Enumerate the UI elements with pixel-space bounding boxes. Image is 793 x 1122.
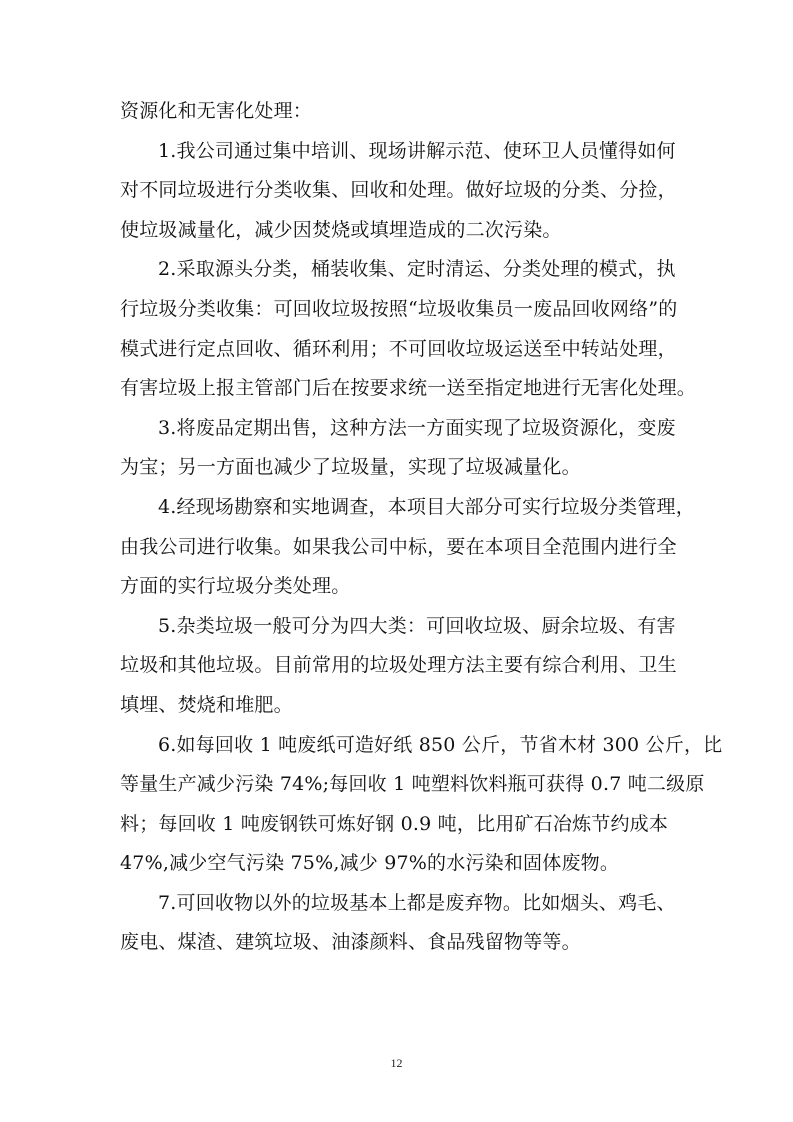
text-line: 料；每回收 1 吨废钢铁可炼好钢 0.9 吨，比用矿石冶炼节约成本: [120, 812, 669, 835]
text-line: 填埋、焚烧和堆肥。: [120, 693, 293, 716]
text-line: 有害垃圾上报主管部门后在按要求统一送至指定地进行无害化处理。: [120, 377, 697, 400]
text-line-item-4: 4.经现场勘察和实地调查，本项目大部分可实行垃圾分类管理，: [158, 495, 695, 518]
page-number: 12: [390, 1056, 403, 1070]
text-line-item-6: 6.如每回收 1 吨废纸可造好纸 850 公斤，节省木材 300 公斤，比: [158, 733, 723, 756]
text-line: 为宝；另一方面也减少了垃圾量，实现了垃圾减量化。: [120, 456, 581, 479]
text-line: 对不同垃圾进行分类收集、回收和处理。做好垃圾的分类、分捡，: [120, 179, 677, 202]
text-line-intro: 资源化和无害化处理：: [120, 100, 313, 122]
text-line-item-3: 3.将废品定期出售，这种方法一方面实现了垃圾资源化，变废: [158, 416, 676, 439]
text-line-item-1: 1.我公司通过集中培训、现场讲解示范、使环卫人员懂得如何: [158, 139, 676, 162]
text-line: 47%,减少空气污染 75%,减少 97%的水污染和固体废物。: [120, 852, 620, 875]
text-line: 垃圾和其他垃圾。目前常用的垃圾处理方法主要有综合利用、卫生: [120, 654, 677, 677]
text-line: 由我公司进行收集。如果我公司中标，要在本项目全范围内进行全: [120, 535, 677, 558]
text-line: 模式进行定点回收、循环利用；不可回收垃圾运送至中转站处理，: [120, 337, 677, 360]
text-line-item-7: 7.可回收物以外的垃圾基本上都是废弃物。比如烟头、鸡毛、: [158, 891, 676, 914]
text-line: 行垃圾分类收集：可回收垃圾按照“垃圾收集员一废品回收网络”的: [120, 297, 678, 320]
text-line-item-2: 2.采取源头分类，桶装收集、定时清运、分类处理的模式，执: [158, 258, 676, 281]
text-line: 方面的实行垃圾分类处理。: [120, 575, 351, 598]
text-line-item-5: 5.杂类垃圾一般可分为四大类：可回收垃圾、厨余垃圾、有害: [158, 614, 676, 637]
body-text: [120, 92, 723, 963]
text-line: 等量生产减少污染 74%;每回收 1 吨塑料饮料瓶可获得 0.7 吨二级原: [120, 773, 705, 796]
text-line: 废电、煤渣、建筑垃圾、油漆颜料、食品残留物等等。: [120, 931, 581, 954]
text-line: 使垃圾减量化，减少因焚烧或填埋造成的二次污染。: [120, 218, 562, 241]
